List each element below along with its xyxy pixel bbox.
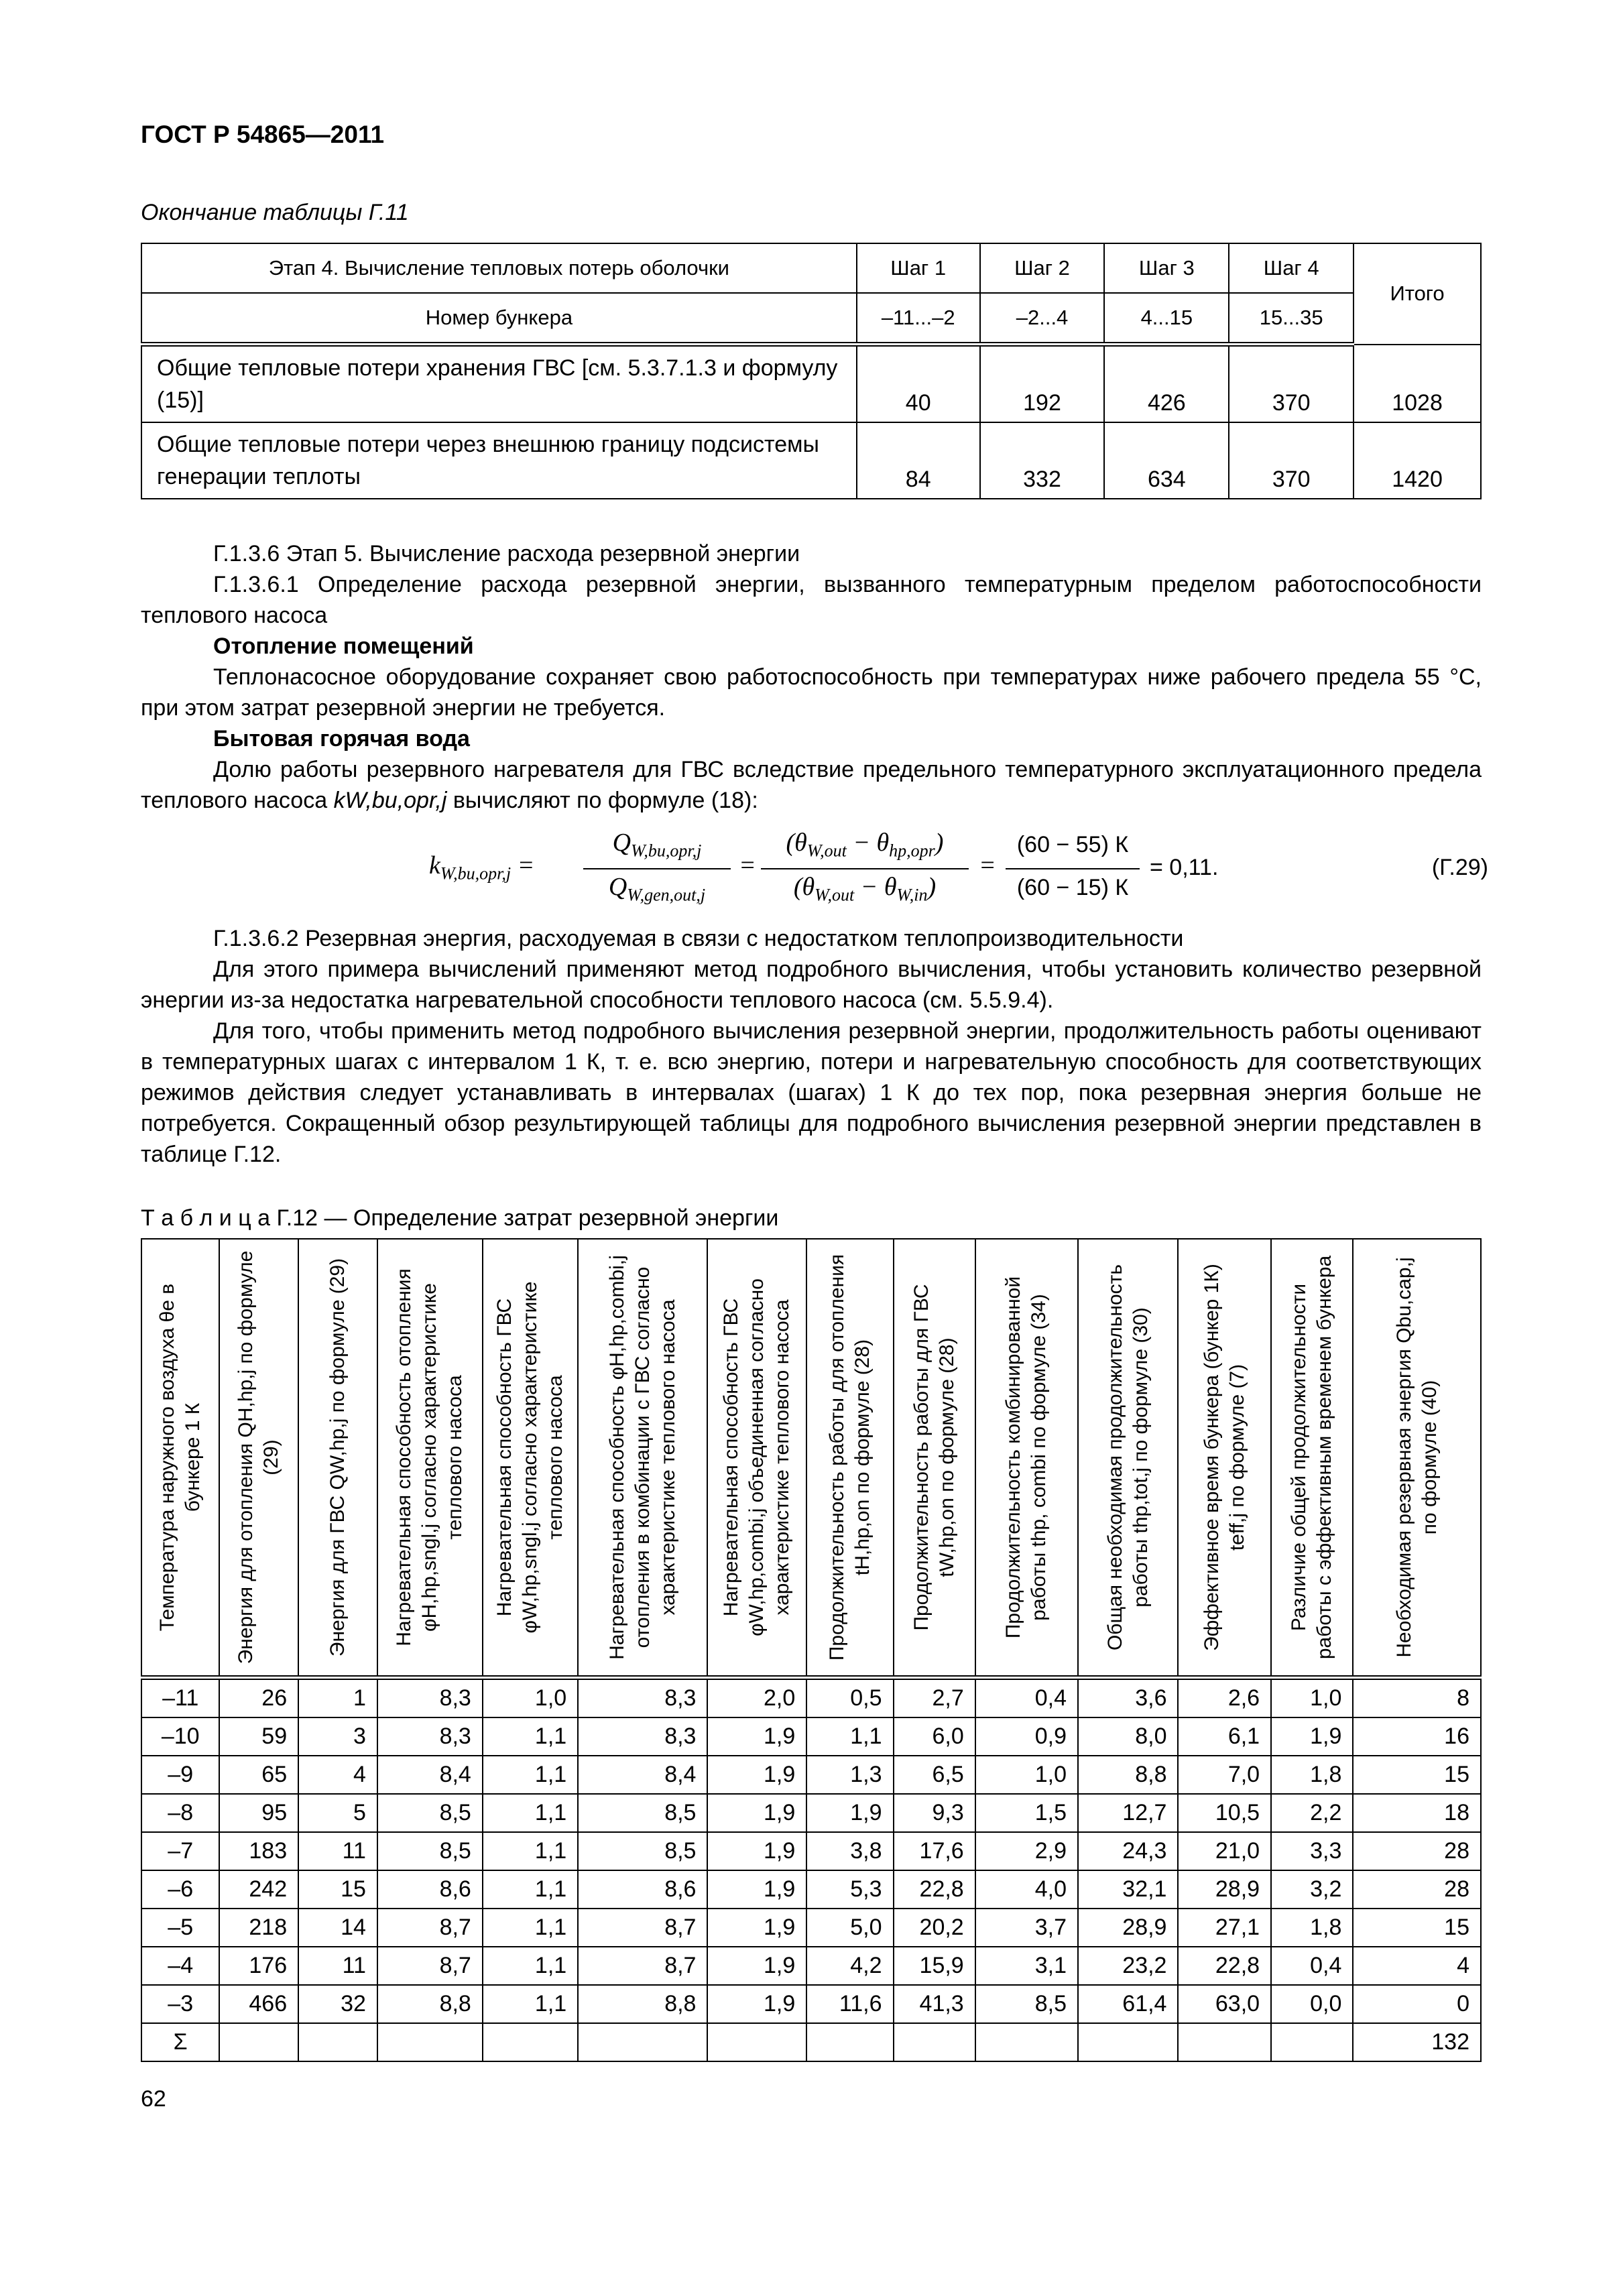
table-cell: 1,1 (483, 1756, 578, 1794)
table-cell: 2,0 (707, 1678, 806, 1718)
table-cell: 1,1 (483, 1717, 578, 1756)
table-cell: 10,5 (1178, 1794, 1271, 1832)
table-cell: 8,3 (377, 1678, 483, 1718)
cell: 332 (980, 422, 1105, 499)
table-cell: 5 (298, 1794, 377, 1832)
table-g12 (141, 1238, 1482, 2062)
table-cell: 132 (1353, 2023, 1481, 2061)
column-header (1353, 1239, 1481, 1678)
table-cell: 61,4 (1078, 1985, 1179, 2023)
table-cell: 1,9 (707, 1756, 806, 1794)
table-cell: 2,9 (975, 1832, 1078, 1870)
table-cell: 20,2 (894, 1909, 975, 1947)
column-header (975, 1239, 1078, 1678)
column-header-text: Энергия для ГВС QW,hp,j по формуле (29) (326, 1258, 349, 1657)
table-cell: 22,8 (894, 1870, 975, 1909)
table-cell: 16 (1353, 1717, 1481, 1756)
step-1: Шаг 1 (857, 243, 980, 293)
table-cell: 95 (219, 1794, 298, 1832)
table-cell (894, 2023, 975, 2061)
column-header (483, 1239, 578, 1678)
table-cell (298, 2023, 377, 2061)
table-cell: 32 (298, 1985, 377, 2023)
table-cell: 15 (1353, 1756, 1481, 1794)
bunker-range: 15...35 (1229, 293, 1354, 345)
table-cell: 11 (298, 1947, 377, 1985)
table-cell: 0,5 (806, 1678, 893, 1718)
column-header-text: Продолжительность работы для ГВС tW,hp,on по формуле (28) (910, 1284, 958, 1631)
table-cell: 176 (219, 1947, 298, 1985)
table-row (141, 1678, 1481, 1718)
column-header (1271, 1239, 1353, 1678)
table-cell (578, 2023, 707, 2061)
table-cell: 1,1 (483, 1870, 578, 1909)
paragraph (141, 754, 1482, 816)
formula-number: (Г.29) (1431, 855, 1488, 880)
cell: 192 (980, 345, 1105, 423)
table-cell: 8,7 (377, 1909, 483, 1947)
paragraph: Г.1.3.6.2 Резервная энергия, расходуемая в связи с недостатком теплопроизводительности (213, 926, 1184, 951)
page-number: 62 (141, 2086, 166, 2112)
table-cell: 0,4 (1271, 1947, 1353, 1985)
table-cell: 8 (1353, 1678, 1481, 1718)
paragraph: Г.1.3.6 Этап 5. Вычисление расхода резервной энергии (213, 541, 800, 566)
table-cell: 1,0 (483, 1678, 578, 1718)
table-cell: 2,2 (1271, 1794, 1353, 1832)
column-header-text: Нагревательная способность φH,hp,combi,j отопления в комбинации с ГВС согласно характеристике теплового насоса (605, 1255, 679, 1660)
table1-caption: Окончание таблицы Г.11 (141, 200, 409, 225)
table-cell: 28,9 (1078, 1909, 1179, 1947)
table-cell: 242 (219, 1870, 298, 1909)
column-header (578, 1239, 707, 1678)
temperature-cell: –3 (141, 1985, 219, 2023)
temperature-cell: –10 (141, 1717, 219, 1756)
temperature-cell: –9 (141, 1756, 219, 1794)
table-cell: 8,4 (377, 1756, 483, 1794)
table-cell: 8,5 (578, 1794, 707, 1832)
column-header-text: Эффективное время бункера (бункер 1К) teff,j по формуле (7) (1200, 1264, 1248, 1651)
text-part: Долю работы резервного нагревателя для ГВС вследствие предельного температурного эксплуатационного предела теплового насоса (141, 757, 1482, 813)
table-cell: 8,0 (1078, 1717, 1179, 1756)
paragraph: Для того, чтобы применить метод подробного вычисления резервной энергии, продолжительность работы оценивают в температурных шагах с интервалом 1 К, т. е. всю энергию, потери и нагревательную способность для соответствующих режимов действия следует устанавливать в интервалах (шагах) 1 К до тех пор, пока резервная энергия больше не потребуется. Сокращенный обзор результирующей таблицы для подробного вычисления резервной энергии представлен в таблице Г.12. (141, 1018, 1482, 1167)
table-cell: 1,9 (707, 1947, 806, 1985)
table-cell: 1,9 (707, 1832, 806, 1870)
table-cell: 32,1 (1078, 1870, 1179, 1909)
table-cell: 8,8 (578, 1985, 707, 2023)
table-cell (1078, 2023, 1179, 2061)
temperature-cell: –6 (141, 1870, 219, 1909)
column-header (707, 1239, 806, 1678)
document-header: ГОСТ Р 54865—2011 (141, 121, 385, 148)
column-header-text: Нагревательная способность ГВС φW,hp,combi,j объединенная согласно характеристике теплового насоса (720, 1278, 794, 1636)
fraction-numerator: $Q_{W,bu,opr,j}$ (612, 829, 702, 861)
table-cell (975, 2023, 1078, 2061)
table-cell: 9,3 (894, 1794, 975, 1832)
table-cell: 12,7 (1078, 1794, 1179, 1832)
table-cell: 1,3 (806, 1756, 893, 1794)
table-cell: 1,9 (707, 1985, 806, 2023)
table-cell: 8,7 (578, 1947, 707, 1985)
formula: $k_{W,bu,opr,j}$ = $Q_{W,bu,opr,j}$ $Q_{W,gen,out,j}$ = $(\theta_{W,out} - \theta_{hp,opr})$ $(\theta_{W,out} - \theta_{W,in})$ = (60 − 55) К (60 − 15) К = 0,11. (Г.29) (429, 829, 1488, 905)
table-cell: 1,1 (483, 1794, 578, 1832)
cell: 634 (1104, 422, 1229, 499)
table-cell: 63,0 (1178, 1985, 1271, 2023)
formula-result: = 0,11. (1150, 855, 1219, 880)
table-cell: 6,0 (894, 1717, 975, 1756)
table-cell: 8,3 (377, 1717, 483, 1756)
column-header-text: Нагревательная способность отопления φH,hp,sngl,j согласно характеристике теплового насоса (393, 1268, 467, 1646)
table-cell: 3,6 (1078, 1678, 1179, 1718)
table-cell: 15,9 (894, 1947, 975, 1985)
column-header-text: Необходимая резервная энергия Qbu,cap,j по формуле (40) (1392, 1257, 1441, 1658)
table-cell: 23,2 (1078, 1947, 1179, 1985)
table-row (141, 1870, 1481, 1909)
table-cell: 7,0 (1178, 1756, 1271, 1794)
table-cell: 1,1 (483, 1909, 578, 1947)
table-cell: 4,0 (975, 1870, 1078, 1909)
column-header (1078, 1239, 1179, 1678)
table-cell: 11 (298, 1832, 377, 1870)
fraction-denominator: $Q_{W,gen,out,j}$ (608, 873, 706, 905)
table-cell: 1,1 (483, 1985, 578, 2023)
table-cell: 8,6 (377, 1870, 483, 1909)
cell: 84 (857, 422, 980, 499)
table-cell: 4 (298, 1756, 377, 1794)
table-cell (483, 2023, 578, 2061)
table-cell: 466 (219, 1985, 298, 2023)
table-row (141, 345, 1481, 423)
table-cell: 17,6 (894, 1832, 975, 1870)
column-header (894, 1239, 975, 1678)
table-cell: 8,3 (578, 1678, 707, 1718)
temperature-cell: –4 (141, 1947, 219, 1985)
table-cell: 8,8 (377, 1985, 483, 2023)
table-cell: 11,6 (806, 1985, 893, 2023)
row-label: Общие тепловые потери через внешнюю границу подсистемы генерации теплоты (141, 422, 857, 499)
variable: kW,bu,opr,j (333, 788, 447, 813)
table-cell: 22,8 (1178, 1947, 1271, 1985)
bunker-range: 4...15 (1104, 293, 1229, 345)
table-cell: 8,7 (578, 1909, 707, 1947)
table-cell: 28 (1353, 1832, 1481, 1870)
table-cell: 4 (1353, 1947, 1481, 1985)
table-cell: 21,0 (1178, 1832, 1271, 1870)
bunker-range: –11...–2 (857, 293, 980, 345)
table-cell (219, 2023, 298, 2061)
table-cell: 8,5 (975, 1985, 1078, 2023)
table-cell: 8,5 (377, 1794, 483, 1832)
table-cell (377, 2023, 483, 2061)
table-cell: 8,3 (578, 1717, 707, 1756)
table-cell: 0,9 (975, 1717, 1078, 1756)
column-header-text: Температура наружного воздуха θe в бункере 1 К (156, 1283, 204, 1632)
table-cell: 27,1 (1178, 1909, 1271, 1947)
formula-lhs: $k_{W,bu,opr,j}$ = (429, 851, 535, 884)
bunker-label: Номер бункера (141, 293, 857, 345)
paragraph: Теплонасосное оборудование сохраняет свою работоспособность при температурах ниже рабочего предела 55 °С, при этом затрат резервной энергии не требуется. (141, 664, 1482, 721)
table-cell: 183 (219, 1832, 298, 1870)
table-cell: 0 (1353, 1985, 1481, 2023)
table-row (141, 2023, 1481, 2061)
table-cell: 2,6 (1178, 1678, 1271, 1718)
table-cell: 18 (1353, 1794, 1481, 1832)
table-cell: 1,9 (707, 1794, 806, 1832)
table-cell: 1,8 (1271, 1756, 1353, 1794)
table-cell: 1,0 (975, 1756, 1078, 1794)
column-header-text: Нагревательная способность ГВС φW,hp,sngl,j согласно характеристике теплового насоса (493, 1281, 566, 1634)
column-header (219, 1239, 298, 1678)
table-cell: 1,5 (975, 1794, 1078, 1832)
table-cell: 5,3 (806, 1870, 893, 1909)
table-cell: 0,4 (975, 1678, 1078, 1718)
temperature-cell: –7 (141, 1832, 219, 1870)
table-row (141, 1717, 1481, 1756)
table-cell: 3,8 (806, 1832, 893, 1870)
table-cell: 8,4 (578, 1756, 707, 1794)
step-4: Шаг 4 (1229, 243, 1354, 293)
table-row (141, 1794, 1481, 1832)
table-cell: 1,1 (806, 1717, 893, 1756)
temperature-cell: –5 (141, 1909, 219, 1947)
column-header (141, 1239, 219, 1678)
table-cell: 4,2 (806, 1947, 893, 1985)
column-header (298, 1239, 377, 1678)
table-cell: 1,8 (1271, 1909, 1353, 1947)
subheading: Бытовая горячая вода (213, 726, 470, 751)
table-cell (1271, 2023, 1353, 2061)
table-cell: 3,2 (1271, 1870, 1353, 1909)
cell: 1420 (1354, 422, 1481, 499)
column-header (806, 1239, 893, 1678)
row-label: Общие тепловые потери хранения ГВС [см. 5.3.7.1.3 и формулу (15)] (141, 345, 857, 423)
table-cell: 8,5 (377, 1832, 483, 1870)
step-2: Шаг 2 (980, 243, 1105, 293)
temperature-cell: –8 (141, 1794, 219, 1832)
total-label: Итого (1354, 243, 1481, 345)
table-cell: 1,9 (707, 1717, 806, 1756)
table-cell: 8,6 (578, 1870, 707, 1909)
table-cell: 3 (298, 1717, 377, 1756)
table-cell: 6,5 (894, 1756, 975, 1794)
column-header-text: Энергия для отопления QH,hp,j по формуле (29) (235, 1250, 283, 1665)
table-row (141, 1909, 1481, 1947)
bunker-range: –2...4 (980, 293, 1105, 345)
table-cell: 41,3 (894, 1985, 975, 2023)
table-cell: 1,9 (707, 1870, 806, 1909)
stage-label: Этап 4. Вычисление тепловых потерь оболочки (141, 243, 857, 293)
table-row (141, 422, 1481, 499)
table-cell: 218 (219, 1909, 298, 1947)
cell: 370 (1229, 422, 1354, 499)
table-cell: 28,9 (1178, 1870, 1271, 1909)
paragraph: Для этого примера вычислений применяют метод подробного вычисления, чтобы установить количество резервной энергии из-за недостатка нагревательной способности теплового насоса (см. 5.5.9.4). (141, 957, 1482, 1013)
table-cell: 2,7 (894, 1678, 975, 1718)
table-g11-end (141, 243, 1482, 499)
table-cell: 65 (219, 1756, 298, 1794)
table-cell: 6,1 (1178, 1717, 1271, 1756)
step-3: Шаг 3 (1104, 243, 1229, 293)
table-row (141, 1756, 1481, 1794)
table2-caption: Т а б л и ц а Г.12 — Определение затрат резервной энергии (141, 1205, 779, 1231)
table-cell: 1,9 (1271, 1717, 1353, 1756)
table-cell (806, 2023, 893, 2061)
column-header-text: Различие общей продолжительности работы с эффективным временем бункера (1288, 1255, 1336, 1660)
table-cell: 24,3 (1078, 1832, 1179, 1870)
table-cell: 3,3 (1271, 1832, 1353, 1870)
column-header-text: Продолжительность работы для отопления tH,hp,on по формуле (28) (825, 1254, 874, 1661)
table-cell: 5,0 (806, 1909, 893, 1947)
table-cell: 28 (1353, 1870, 1481, 1909)
table-cell (707, 2023, 806, 2061)
table-row (141, 1832, 1481, 1870)
cell: 370 (1229, 345, 1354, 423)
temperature-cell: Σ (141, 2023, 219, 2061)
table-cell: 1,1 (483, 1832, 578, 1870)
table-cell: 14 (298, 1909, 377, 1947)
subheading: Отопление помещений (213, 633, 474, 659)
column-header-text: Общая необходимая продолжительность работы thp,tot,j по формуле (30) (1103, 1264, 1152, 1651)
text-part: вычисляют по формуле (18): (453, 788, 758, 813)
table-cell: 8,5 (578, 1832, 707, 1870)
table-body (141, 1678, 1481, 2062)
table-cell: 1,1 (483, 1947, 578, 1985)
cell: 40 (857, 345, 980, 423)
column-header (1178, 1239, 1271, 1678)
table-cell: 8,7 (377, 1947, 483, 1985)
table-cell: 1 (298, 1678, 377, 1718)
table-row (141, 1985, 1481, 2023)
table-cell: 1,9 (806, 1794, 893, 1832)
table-cell: 3,1 (975, 1947, 1078, 1985)
cell: 1028 (1354, 345, 1481, 423)
table-cell: 15 (298, 1870, 377, 1909)
column-header (377, 1239, 483, 1678)
table-cell: 59 (219, 1717, 298, 1756)
table-cell: 1,0 (1271, 1678, 1353, 1718)
table-cell: 1,9 (707, 1909, 806, 1947)
temperature-cell: –11 (141, 1678, 219, 1718)
column-header-text: Продолжительность комбинированной работы thp, combi по формуле (34) (1002, 1276, 1050, 1639)
table-cell (1178, 2023, 1271, 2061)
table-cell: 15 (1353, 1909, 1481, 1947)
table-cell: 8,8 (1078, 1756, 1179, 1794)
cell: 426 (1104, 345, 1229, 423)
table-cell: 0,0 (1271, 1985, 1353, 2023)
table-cell: 26 (219, 1678, 298, 1718)
table-row (141, 1947, 1481, 1985)
table-cell: 3,7 (975, 1909, 1078, 1947)
paragraph: Г.1.3.6.1 Определение расхода резервной энергии, вызванного температурным пределом работоспособности теплового насоса (141, 572, 1482, 628)
